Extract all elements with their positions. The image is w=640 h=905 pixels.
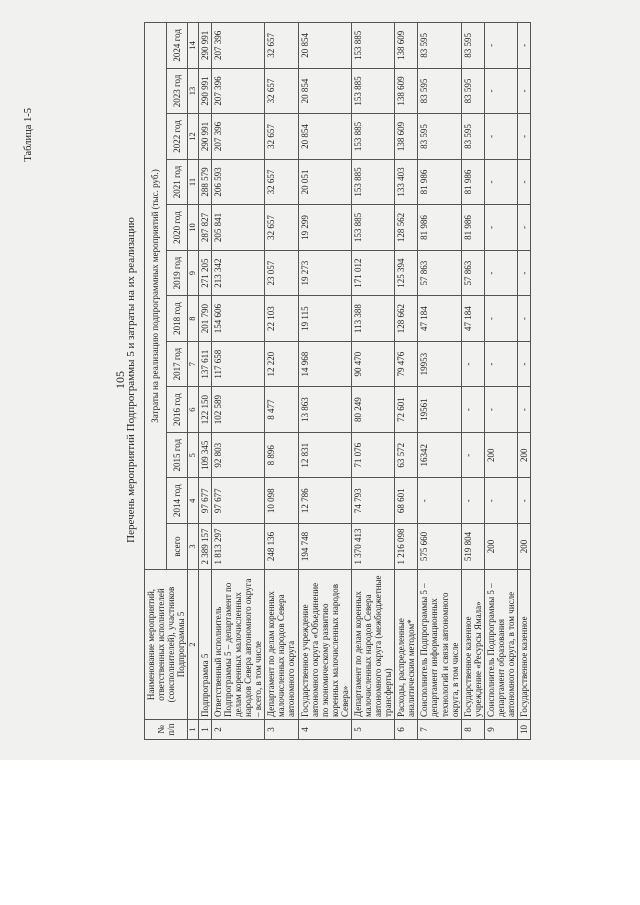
row-year-value: 57 863: [461, 250, 484, 296]
row-year-value: 22 103: [265, 296, 298, 342]
row-year-value: 92 803: [211, 432, 264, 478]
column-number: 7: [188, 341, 199, 387]
header-row-1: [145, 23, 167, 740]
row-year-value: 153 885: [351, 159, 394, 205]
header-year: 2021 год: [166, 159, 188, 205]
row-year-value: 153 885: [351, 114, 394, 160]
row-year-value: -: [518, 68, 531, 114]
row-year-value: -: [461, 432, 484, 478]
row-year-value: 16342: [418, 432, 461, 478]
column-number-row: [188, 23, 199, 740]
row-year-value: 71 076: [351, 432, 394, 478]
header-year: 2015 год: [166, 432, 188, 478]
row-number: 6: [395, 720, 418, 740]
row-year-value: 23 057: [265, 250, 298, 296]
row-year-value: -: [484, 23, 517, 69]
row-number: 10: [518, 720, 531, 740]
header-year: 2016 год: [166, 387, 188, 433]
row-year-value: -: [484, 387, 517, 433]
row-year-value: 213 342: [211, 250, 264, 296]
column-number: 11: [188, 159, 199, 205]
row-year-value: 20 854: [298, 68, 351, 114]
row-year-value: 200: [484, 432, 517, 478]
row-year-value: 20 051: [298, 159, 351, 205]
row-year-value: 207 396: [211, 68, 264, 114]
row-year-value: -: [484, 478, 517, 524]
row-year-value: -: [418, 478, 461, 524]
column-number: 14: [188, 23, 199, 69]
row-year-value: -: [484, 341, 517, 387]
row-year-value: 32 657: [265, 114, 298, 160]
row-total: 1 813 297: [211, 524, 264, 570]
row-year-value: 128 562: [395, 205, 418, 251]
row-year-value: 171 012: [351, 250, 394, 296]
table-row: [418, 23, 461, 740]
table-row: [484, 23, 517, 740]
row-year-value: 83 595: [418, 68, 461, 114]
table-caption: Таблица 1-5: [23, 108, 34, 162]
column-number: 8: [188, 296, 199, 342]
row-year-value: -: [518, 114, 531, 160]
row-year-value: 288 579: [198, 159, 211, 205]
row-total: 200: [518, 524, 531, 570]
row-year-value: 81 986: [418, 205, 461, 251]
row-year-value: -: [518, 296, 531, 342]
row-name: Департамент по делам коренных малочисленных народов Севера автономного округа (межбюджетные трансферты): [351, 570, 394, 720]
table-row: [461, 23, 484, 740]
row-name: Подпрограмма 5: [198, 570, 211, 720]
row-year-value: 122 150: [198, 387, 211, 433]
table-row: [351, 23, 394, 740]
row-year-value: 81 986: [461, 205, 484, 251]
row-year-value: 10 098: [265, 478, 298, 524]
row-year-value: 32 657: [265, 205, 298, 251]
row-year-value: 153 885: [351, 23, 394, 69]
table-row: [265, 23, 298, 740]
row-year-value: 97 677: [211, 478, 264, 524]
row-year-value: 113 388: [351, 296, 394, 342]
row-year-value: 32 657: [265, 159, 298, 205]
row-year-value: 83 595: [461, 23, 484, 69]
table-row: [198, 23, 211, 740]
row-year-value: 57 863: [418, 250, 461, 296]
row-year-value: 125 394: [395, 250, 418, 296]
row-year-value: 8 896: [265, 432, 298, 478]
row-name: Ответственный исполнитель Подпрограммы 5 – департамент по делам коренных малочисленных народов Севера автономного округа – всего, в том числе: [211, 570, 264, 720]
costs-table: [144, 22, 531, 740]
row-year-value: 83 595: [461, 114, 484, 160]
row-year-value: 12 786: [298, 478, 351, 524]
header-year: 2022 год: [166, 114, 188, 160]
row-year-value: 19 273: [298, 250, 351, 296]
column-number: 2: [188, 570, 199, 720]
column-number: 3: [188, 524, 199, 570]
row-name: Расходы, распределенные аналитическим методом*: [395, 570, 418, 720]
row-name: Государственное казенное: [518, 570, 531, 720]
column-number: 10: [188, 205, 199, 251]
row-year-value: 271 205: [198, 250, 211, 296]
row-year-value: -: [484, 159, 517, 205]
header-year: 2020 год: [166, 205, 188, 251]
row-year-value: -: [461, 387, 484, 433]
row-name: Государственное казенное учреждение «Ресурсы Ямала»: [461, 570, 484, 720]
row-year-value: 80 249: [351, 387, 394, 433]
table-row: [395, 23, 418, 740]
row-year-value: -: [484, 114, 517, 160]
row-number: 5: [351, 720, 394, 740]
header-name: Наименование мероприятий, ответственных исполнителей (соисполнителей), участников Подпрограммы 5: [145, 570, 188, 720]
row-year-value: 81 986: [461, 159, 484, 205]
row-year-value: -: [518, 387, 531, 433]
row-year-value: 138 609: [395, 23, 418, 69]
row-year-value: -: [484, 250, 517, 296]
row-year-value: 207 396: [211, 23, 264, 69]
column-number: 1: [188, 720, 199, 740]
row-year-value: 205 841: [211, 205, 264, 251]
row-year-value: 20 854: [298, 23, 351, 69]
header-year: 2023 год: [166, 68, 188, 114]
page-number: 105: [113, 371, 127, 389]
row-number: 3: [265, 720, 298, 740]
row-name: Департамент по делам коренных малочисленных народов Севера автономного округа: [265, 570, 298, 720]
row-year-value: 290 991: [198, 23, 211, 69]
row-year-value: 207 396: [211, 114, 264, 160]
row-year-value: 19 115: [298, 296, 351, 342]
row-year-value: -: [484, 205, 517, 251]
header-num: № п/п: [145, 720, 188, 740]
row-total: 575 660: [418, 524, 461, 570]
row-year-value: 128 662: [395, 296, 418, 342]
row-year-value: -: [484, 296, 517, 342]
row-year-value: 32 657: [265, 68, 298, 114]
table-row: [518, 23, 531, 740]
row-year-value: 83 595: [461, 68, 484, 114]
row-year-value: -: [461, 341, 484, 387]
column-number: 4: [188, 478, 199, 524]
column-number: 12: [188, 114, 199, 160]
row-year-value: 74 793: [351, 478, 394, 524]
row-total: 2 389 157: [198, 524, 211, 570]
row-year-value: 154 606: [211, 296, 264, 342]
row-total: 200: [484, 524, 517, 570]
row-year-value: 81 986: [418, 159, 461, 205]
row-number: 9: [484, 720, 517, 740]
row-year-value: 153 885: [351, 205, 394, 251]
row-year-value: 290 991: [198, 114, 211, 160]
row-total: 1 370 413: [351, 524, 394, 570]
row-year-value: 13 863: [298, 387, 351, 433]
row-total: 194 748: [298, 524, 351, 570]
row-year-value: 47 184: [418, 296, 461, 342]
row-year-value: 206 593: [211, 159, 264, 205]
row-total: 1 216 098: [395, 524, 418, 570]
column-number: 5: [188, 432, 199, 478]
header-year: 2014 год: [166, 478, 188, 524]
row-year-value: -: [518, 341, 531, 387]
row-name: Соисполнитель Подпрограммы 5 – департамент информационных технологий и связи автономного округа, в том числе: [418, 570, 461, 720]
row-year-value: 133 403: [395, 159, 418, 205]
header-year: 2017 год: [166, 341, 188, 387]
row-year-value: 201 790: [198, 296, 211, 342]
row-year-value: 200: [518, 432, 531, 478]
row-year-value: 137 611: [198, 341, 211, 387]
row-year-value: 72 601: [395, 387, 418, 433]
row-year-value: 12 831: [298, 432, 351, 478]
row-year-value: 19 299: [298, 205, 351, 251]
row-year-value: 287 827: [198, 205, 211, 251]
table-body: [198, 23, 530, 740]
row-year-value: 83 595: [418, 114, 461, 160]
header-year: 2018 год: [166, 296, 188, 342]
row-number: 4: [298, 720, 351, 740]
header-costs: Затраты на реализацию подпрограммных мероприятий (тыс. руб.): [145, 23, 167, 570]
row-year-value: 109 345: [198, 432, 211, 478]
row-year-value: 83 595: [418, 23, 461, 69]
row-name: Государственное учреждение автономного округа «Объединение по экономическому развитию коренных малочисленных народов Севера»: [298, 570, 351, 720]
table-row: [211, 23, 264, 740]
row-year-value: 47 184: [461, 296, 484, 342]
row-year-value: -: [518, 478, 531, 524]
row-year-value: 153 885: [351, 68, 394, 114]
row-year-value: 102 589: [211, 387, 264, 433]
row-year-value: 290 991: [198, 68, 211, 114]
row-year-value: 138 609: [395, 114, 418, 160]
row-year-value: 8 477: [265, 387, 298, 433]
document-title: Перечень мероприятий Подпрограммы 5 и затраты на их реализацию: [125, 217, 137, 543]
row-year-value: 12 220: [265, 341, 298, 387]
header-year: 2019 год: [166, 250, 188, 296]
row-year-value: 19561: [418, 387, 461, 433]
row-number: 8: [461, 720, 484, 740]
table-row: [298, 23, 351, 740]
row-year-value: 20 854: [298, 114, 351, 160]
row-year-value: 68 601: [395, 478, 418, 524]
row-year-value: 14 968: [298, 341, 351, 387]
row-year-value: 117 658: [211, 341, 264, 387]
header-year: 2024 год: [166, 23, 188, 69]
column-number: 9: [188, 250, 199, 296]
column-number: 13: [188, 68, 199, 114]
row-year-value: 79 476: [395, 341, 418, 387]
row-year-value: 90 470: [351, 341, 394, 387]
row-year-value: -: [518, 250, 531, 296]
header-total: всего: [166, 524, 188, 570]
row-year-value: 97 677: [198, 478, 211, 524]
row-total: 248 136: [265, 524, 298, 570]
row-year-value: -: [484, 68, 517, 114]
row-year-value: 19953: [418, 341, 461, 387]
row-year-value: 138 609: [395, 68, 418, 114]
row-year-value: -: [461, 478, 484, 524]
row-total: 519 804: [461, 524, 484, 570]
row-number: 1: [198, 720, 211, 740]
row-number: 2: [211, 720, 264, 740]
row-year-value: 63 572: [395, 432, 418, 478]
row-year-value: -: [518, 205, 531, 251]
row-year-value: -: [518, 159, 531, 205]
row-number: 7: [418, 720, 461, 740]
column-number: 6: [188, 387, 199, 433]
row-year-value: -: [518, 23, 531, 69]
row-name: Соисполнитель Подпрограммы 5 – департамент образования автономного округа, в том числе: [484, 570, 517, 720]
row-year-value: 32 657: [265, 23, 298, 69]
